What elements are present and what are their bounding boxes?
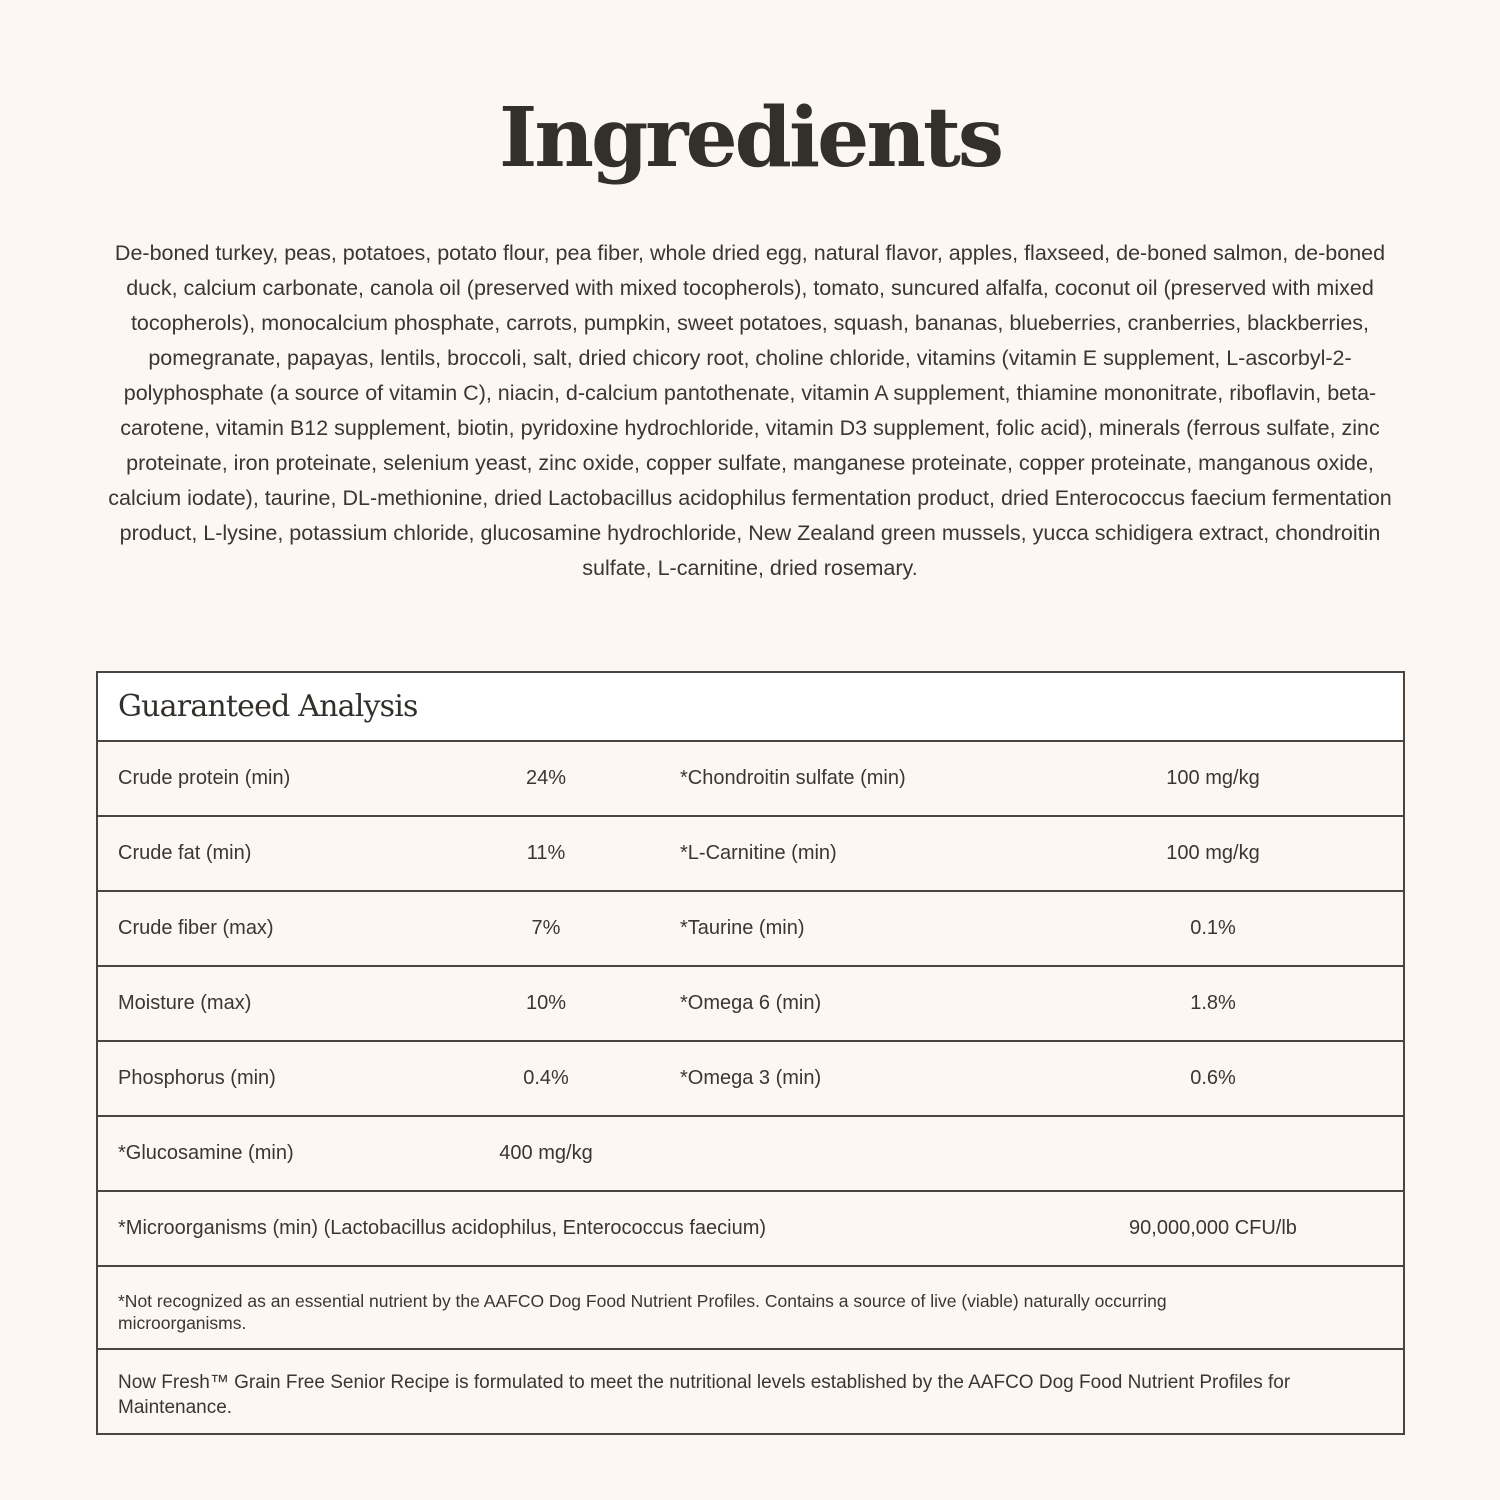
table-row: [98, 1117, 1403, 1192]
nutrient-value: 7%: [531, 917, 561, 939]
nutrient-value: 400 mg/kg: [499, 1142, 593, 1164]
nutrient-name: *Glucosamine (min): [118, 1142, 294, 1164]
table-row: [98, 817, 1403, 892]
table-row: [98, 892, 1403, 967]
table-row: [98, 742, 1403, 817]
footnote: *Not recognized as an essential nutrient by the AAFCO Dog Food Nutrient Profiles. Contains a source of live (viable) naturally occurring microorganisms.: [98, 1267, 1403, 1350]
nutrient-value: 90,000,000 CFU/lb: [1129, 1217, 1297, 1239]
nutrient-name: *Omega 6 (min): [680, 992, 822, 1014]
nutrient-name: *Chondroitin sulfate (min): [680, 767, 906, 789]
nutrient-name: Crude fat (min): [118, 842, 252, 864]
nutrient-value: 0.1%: [1190, 917, 1236, 939]
nutrient-value: 0.6%: [1190, 1067, 1236, 1089]
nutrient-value: 10%: [525, 992, 567, 1014]
guaranteed-analysis-table: [96, 671, 1405, 1435]
nutrient-name: Crude fiber (max): [118, 917, 274, 939]
page-title: Ingredients: [498, 90, 1001, 186]
nutrient-name: *Omega 3 (min): [680, 1067, 822, 1089]
nutrient-name: Crude protein (min): [118, 767, 291, 789]
nutrient-name: *Taurine (min): [680, 917, 805, 939]
nutrient-name: *L-Carnitine (min): [680, 842, 837, 864]
table-row: [98, 967, 1403, 1042]
nutrient-value: 100 mg/kg: [1166, 842, 1260, 864]
nutrient-name: Phosphorus (min): [118, 1067, 276, 1089]
aafco-statement: Now Fresh™ Grain Free Senior Recipe is formulated to meet the nutritional levels established by the AAFCO Dog Food Nutrient Profiles for Maintenance.: [118, 1372, 1291, 1418]
analysis-title: Guaranteed Analysis: [118, 689, 418, 724]
nutrient-value: 100 mg/kg: [1166, 767, 1260, 789]
nutrient-name: Moisture (max): [118, 992, 252, 1014]
microorganisms-row: [98, 1192, 1403, 1267]
table-row: [98, 1042, 1403, 1117]
nutrient-value: 1.8%: [1190, 992, 1236, 1014]
analysis-header: [98, 673, 1403, 742]
nutrient-name: *Microorganisms (min) (Lactobacillus acidophilus, Enterococcus faecium): [118, 1217, 767, 1239]
ingredients-list: De-boned turkey, peas, potatoes, potato flour, pea fiber, whole dried egg, natural flavor, apples, flaxseed, de-boned salmon, de-boned duck, calcium carbonate, canola oil (preserved with mixed tocopherols), tomato, suncured alfalfa, coconut oil (preserved with mixed tocopherols), monocalcium phosphate, carrots, pumpkin, sweet potatoes, squash, bananas, blueberries, cranberries, blackberries, pomegranate, papayas, lentils, broccoli, salt, dried chicory root, choline chloride, vitamins (vitamin E supplement, L-ascorbyl-2-polyphosphate (a source of vitamin C), niacin, d-calcium pantothenate, vitamin A supplement, thiamine mononitrate, riboflavin, beta-carotene, vitamin B12 supplement, biotin, pyridoxine hydrochloride, vitamin D3 supplement, folic acid), minerals (ferrous sulfate, zinc proteinate, iron proteinate, selenium yeast, zinc oxide, copper sulfate, manganese proteinate, copper proteinate, manganous oxide, calcium iodate), taurine, DL-methionine, dried Lactobacillus acidophilus fermentation product, dried Enterococcus faecium fermentation product, L-lysine, potassium chloride, glucosamine hydrochloride, New Zealand green mussels, yucca schidigera extract, chondroitin sulfate, L-carnitine, dried rosemary.: [108, 241, 1392, 580]
nutrient-value: 0.4%: [523, 1067, 569, 1089]
nutrient-value: 11%: [526, 842, 566, 864]
nutrient-value: 24%: [525, 767, 567, 789]
